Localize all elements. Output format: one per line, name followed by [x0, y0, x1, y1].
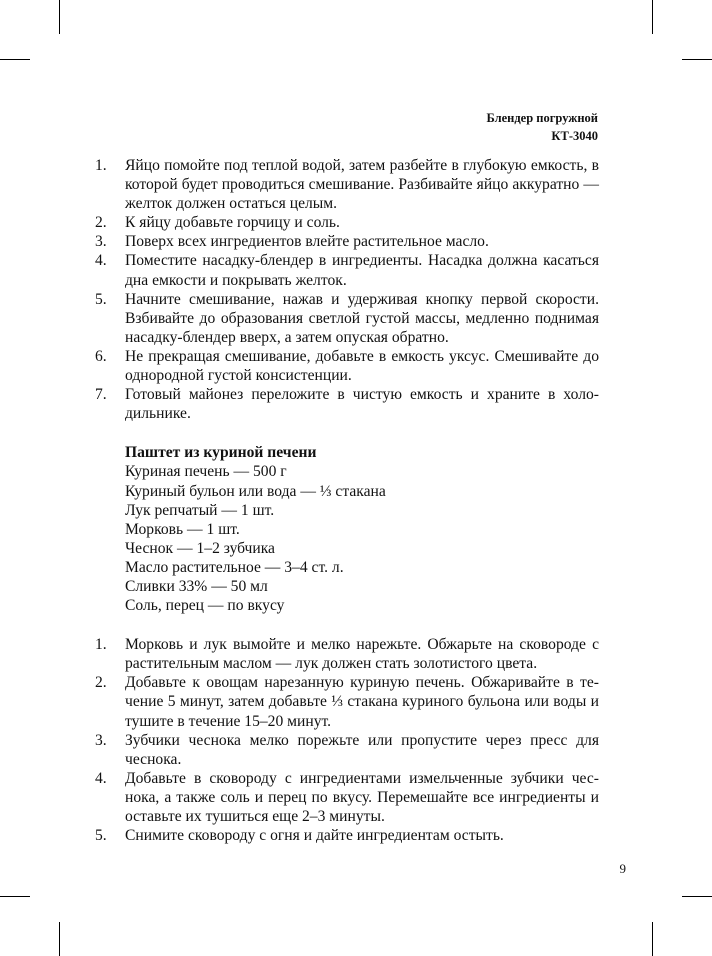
step-text: Готовый майонез переложите в чистую емкость и храните в холодильнике. — [125, 386, 599, 423]
list-item — [95, 731, 599, 769]
list-item — [95, 213, 599, 232]
step-number: 3. — [95, 233, 107, 251]
crop-mark — [0, 59, 30, 60]
ingredient: Куриная печень — 500 г — [125, 463, 287, 481]
ingredient: Сливки 33% — 50 мл — [125, 577, 268, 595]
crop-mark — [59, 922, 60, 956]
list-item — [95, 635, 599, 673]
step-number: 1. — [95, 157, 107, 174]
step-number: 4. — [95, 769, 107, 787]
step-text: Поверх всех ингредиентов влейте растительное масло. — [125, 233, 489, 251]
list-item — [95, 385, 599, 423]
step-text: Яйцо помойте под теплой водой, затем разбейте в глубокую емкость, в которой будет проводиться смешивание. Разбивайте яйцо аккуратно — желток должен остаться целым. — [125, 157, 599, 213]
step-number: 1. — [95, 636, 107, 654]
step-number: 5. — [95, 827, 107, 845]
crop-mark — [652, 0, 653, 34]
list-item — [95, 347, 599, 385]
list-item — [95, 290, 599, 347]
header-model: КТ-3040 — [551, 129, 598, 143]
ingredient: Масло растительное — 3–4 ст. л. — [125, 558, 344, 576]
ingredient: Куриный бульон или вода — ⅓ стакана — [125, 482, 386, 500]
crop-mark — [59, 0, 60, 34]
step-text: Добавьте к овощам нарезанную куриную печень. Обжаривайте в течение 5 минут, затем добавьте ⅓ стакана куриного бульона или воды и тушите в течение 15–20 минут. — [125, 674, 599, 730]
ingredient: Лук репчатый — 1 шт. — [125, 501, 275, 519]
step-number: 4. — [95, 252, 107, 270]
running-header — [486, 109, 598, 145]
step-text: Начните смешивание, нажав и удерживая кнопку первой скорости. Взбивайте до образования светлой густой массы, медленно поднимая насадку-блендер вверх, а затем опуская обратно. — [125, 290, 599, 346]
list-item — [95, 156, 599, 213]
ingredient: Чеснок — 1–2 зубчика — [125, 539, 275, 557]
ingredient: Морковь — 1 шт. — [125, 520, 240, 538]
list-item — [95, 251, 599, 289]
crop-mark — [652, 922, 653, 956]
pate-steps — [95, 635, 599, 845]
step-text: Поместите насадку-блендер в ингредиенты. Насадка должна касаться дна емкости и покрывать желток. — [125, 252, 599, 289]
step-number: 5. — [95, 290, 107, 308]
page-content — [95, 156, 599, 845]
step-number: 6. — [95, 347, 107, 365]
step-text: Морковь и лук вымойте и мелко нарежьте. Обжарьте на сковороде с растительным маслом — лук должен стать золотистого цвета. — [125, 636, 599, 673]
step-number: 2. — [95, 214, 107, 232]
ingredient: Соль, перец — по вкусу — [125, 597, 285, 615]
crop-mark — [682, 896, 712, 897]
crop-mark — [682, 59, 712, 60]
step-number: 3. — [95, 731, 107, 749]
step-text: Добавьте в сковороду с ингредиентами измельченные зубчики чеснока, а также соль и перец по вкусу. Перемешайте все ингредиенты и оставьте их тушиться еще 2–3 минуты. — [125, 769, 599, 825]
step-text: Не прекращая смешивание, добавьте в емкость уксус. Смешивайте до однородной густой консистенции. — [125, 347, 599, 385]
step-text: Снимите сковороду с огня и дайте ингредиентам остыть. — [125, 827, 504, 845]
recipe-title: Паштет из куриной печени — [125, 444, 317, 462]
header-product: Блендер погружной — [486, 111, 598, 125]
step-number: 2. — [95, 674, 107, 692]
mayonnaise-steps — [95, 156, 599, 423]
step-number: 7. — [95, 386, 107, 404]
list-item — [95, 826, 599, 845]
list-item — [95, 673, 599, 730]
list-item — [95, 232, 599, 251]
step-text: К яйцу добавьте горчицу и соль. — [125, 214, 340, 232]
step-text: Зубчики чеснока мелко порежьте или пропустите через пресс для чеснока. — [125, 731, 599, 768]
list-item — [95, 769, 599, 826]
page-number: 9 — [619, 861, 626, 876]
crop-mark — [0, 896, 30, 897]
recipe-block — [95, 443, 599, 615]
